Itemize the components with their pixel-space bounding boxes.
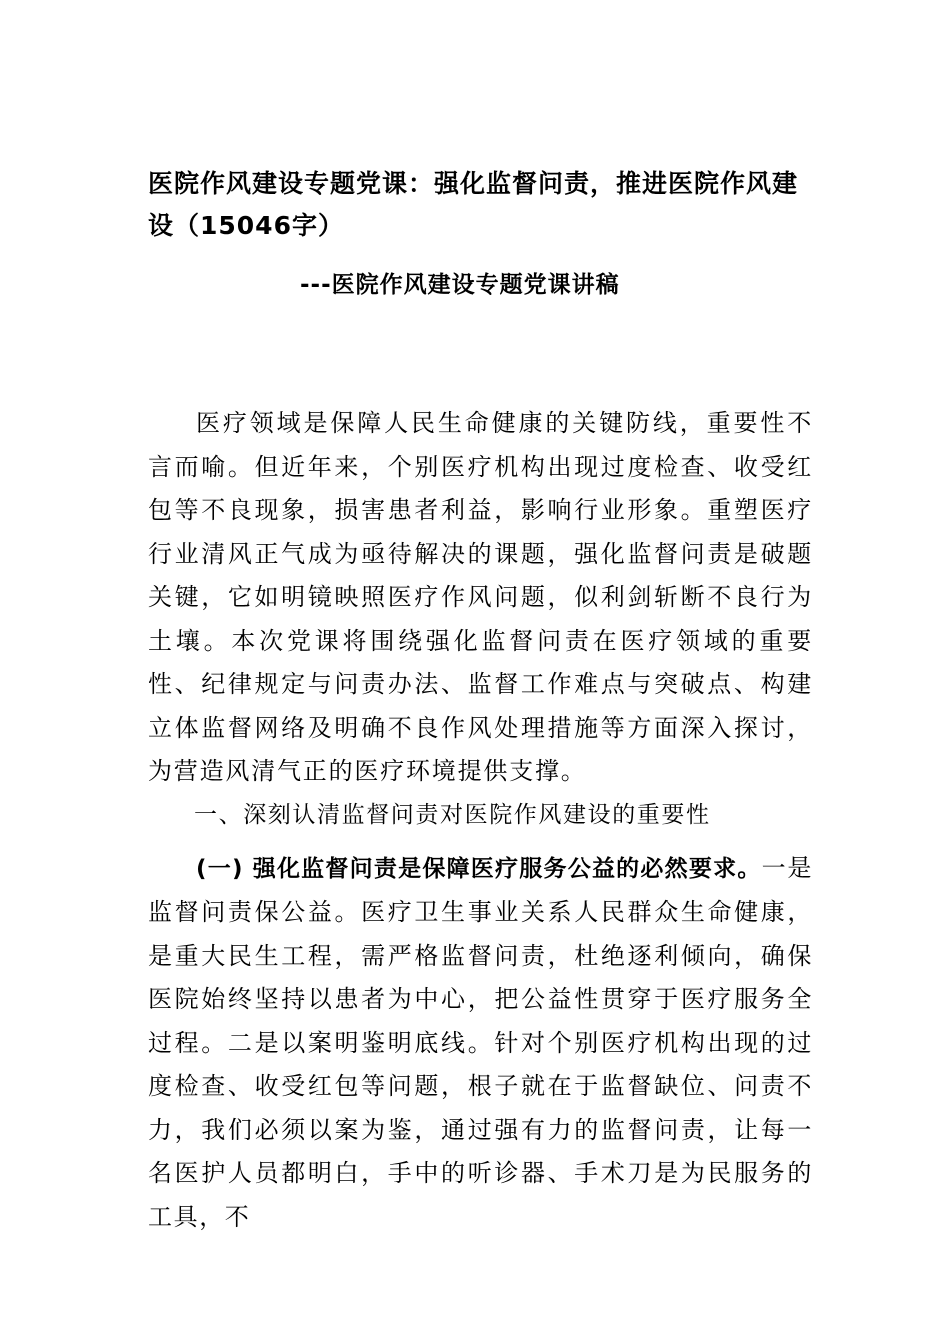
document-title: 医院作风建设专题党课：强化监督问责，推进医院作风建设（15046字） [148, 169, 799, 240]
subsection-body: 一是监督问责保公益。医疗卫生事业关系人民群众生命健康，是重大民生工程，需严格监督问责，杜绝逐利倾向，确保医院始终坚持以患者为中心，把公益性贯穿于医疗服务全过程。二是以案明鉴明底线。针对个别医疗机构出现的过度检查、收受红包等问题，根子就在于监督缺位、问责不力，我们必须以案为鉴，通过强有力的监督问责，让每一名医护人员都明白，手中的听诊器、手术刀是为民服务的工具，不 [148, 853, 814, 1231]
document-subtitle: ---医院作风建设专题党课讲稿 [300, 272, 620, 298]
section-heading: 一、深刻认清监督问责对医院作风建设的重要性 [194, 801, 711, 828]
document-body [148, 402, 813, 1239]
subsection-paragraph [148, 847, 813, 1240]
intro-paragraph: 医疗领域是保障人民生命健康的关键防线，重要性不言而喻。但近年来，个别医疗机构出现过度检查、收受红包等不良现象，损害患者利益，影响行业形象。重塑医疗行业清风正气成为亟待解决的课题，强化监督问责是破题关键，它如明镜映照医疗作风问题，似利剑斩断不良行为土壤。本次党课将围绕强化监督问责在医疗领域的重要性、纪律规定与问责办法、监督工作难点与突破点、构建立体监督网络及明确不良作风处理措施等方面深入探讨，为营造风清气正的医疗环境提供支撑。 [148, 409, 813, 785]
subsection-heading: (一) 强化监督问责是保障医疗服务公益的必然要求。 [196, 855, 762, 882]
